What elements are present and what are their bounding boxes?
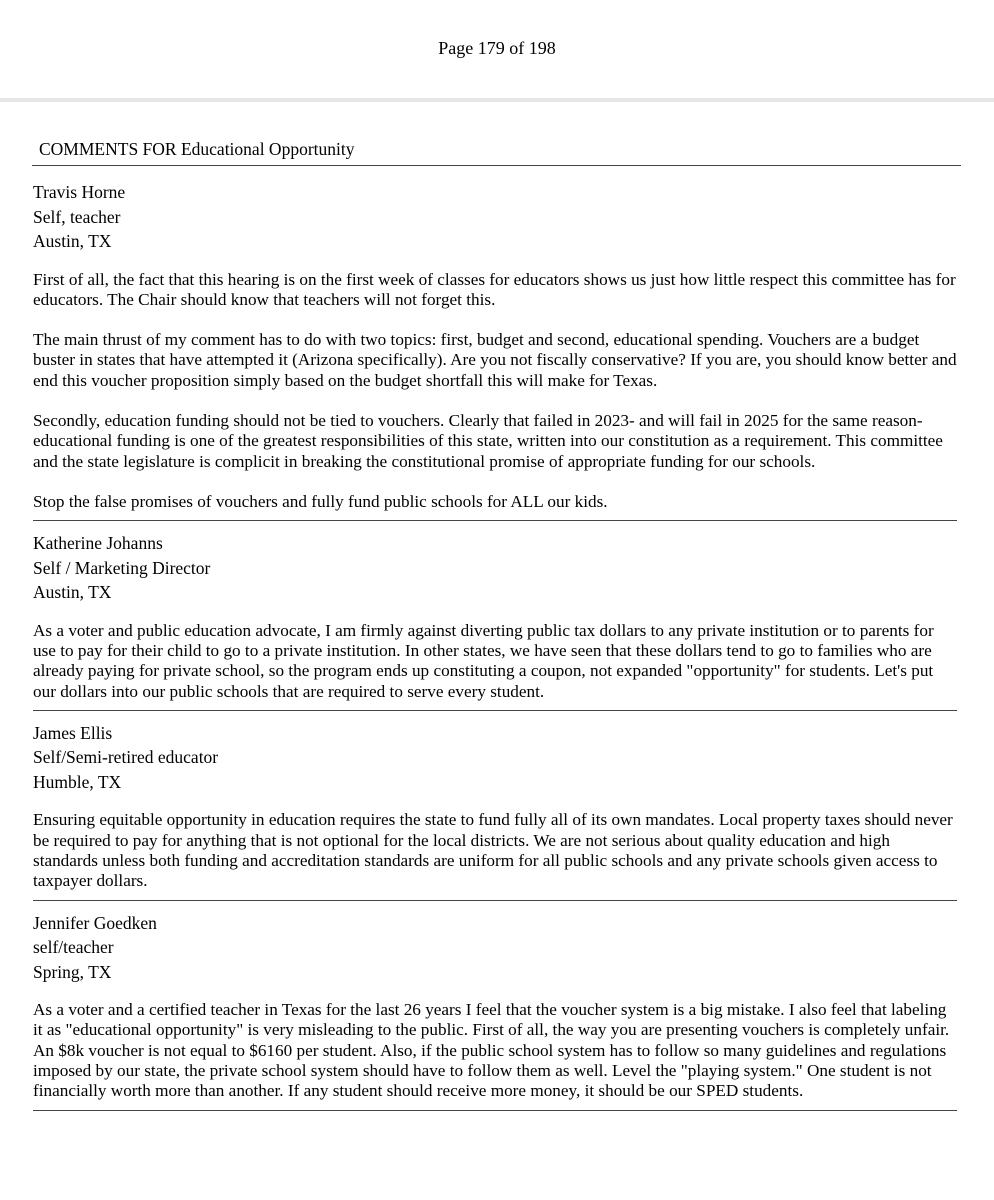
page-number: Page 179 of 198 bbox=[438, 38, 556, 58]
comment-paragraph: The main thrust of my comment has to do with two topics: first, budget and second, educational spending. Vouchers are a budget buster in states that have attempted it (Arizona specifically). Are you not fiscally conservative? If you are, you should know better and end this voucher proposition simply based on the budget shortfall this will make for Texas. bbox=[33, 330, 957, 390]
commenter-name: James Ellis bbox=[33, 722, 113, 743]
comment-entry bbox=[33, 521, 957, 711]
commenter-affiliation: Self, teacher bbox=[33, 206, 121, 227]
comment-entry bbox=[33, 711, 957, 901]
commenter-location: Austin, TX bbox=[33, 231, 112, 251]
commenter-location: Austin, TX bbox=[33, 582, 112, 603]
comments-list bbox=[33, 180, 963, 1111]
comment-paragraph: Stop the false promises of vouchers and fully fund public schools for ALL our kids. bbox=[33, 491, 608, 511]
commenter-location: Spring, TX bbox=[33, 961, 112, 982]
comment-paragraph: As a voter and a certified teacher in Texas for the last 26 years I feel that the voucher system is a big mistake. I also feel that labeling it as "educational opportunity" is very misleading to the public. First of all, the way you are presenting vouchers is completely unfair. An $8k voucher is not equal to $6160 per student. Also, if the public school system has to follow so many guidelines and regulations imposed by our state, the private school system should have to follow them as well. Level the "playing system." One student is not financially worth more than another. If any student should receive more money, it should be our SPED students. bbox=[33, 1000, 950, 1101]
commenter-name: Jennifer Goedken bbox=[33, 912, 157, 933]
section-title-rule bbox=[32, 165, 961, 166]
commenter-affiliation: Self/Semi-retired educator bbox=[33, 747, 219, 768]
commenter-location: Humble, TX bbox=[33, 771, 122, 792]
commenter-info bbox=[33, 911, 957, 985]
comment-body bbox=[33, 621, 957, 702]
comment-body bbox=[33, 270, 957, 513]
commenter-name: Katherine Johanns bbox=[33, 533, 163, 554]
comment-entry bbox=[33, 180, 957, 521]
comment-paragraph: First of all, the fact that this hearing is on the first week of classes for educators shows us just how little respect this committee has for educators. The Chair should know that teachers will not forget this. bbox=[33, 269, 956, 309]
commenter-info bbox=[33, 180, 957, 254]
comment-paragraph: As a voter and public education advocate, I am firmly against diverting public tax dollars to any private institution or to parents for use to pay for their child to go to a private institution. In other states, we have seen that these dollars tend to go to families who are already paying for private school, so the program ends up constituting a coupon, not expanded "opportunity" for students. Let's put our dollars into our public schools that are required to serve every student. bbox=[33, 620, 934, 701]
comment-entry bbox=[33, 901, 957, 1111]
commenter-affiliation: self/teacher bbox=[33, 937, 114, 958]
commenter-info bbox=[33, 531, 957, 605]
commenter-affiliation: Self / Marketing Director bbox=[33, 557, 211, 578]
comment-body bbox=[33, 810, 957, 891]
comment-paragraph: Secondly, education funding should not be tied to vouchers. Clearly that failed in 2023- and will fail in 2025 for the same reason- educational funding is one of the greatest responsibilities of this state, written into our constitution as a requirement. This committee and the state legislature is complicit in breaking the constitutional promise of appropriate funding for our schools. bbox=[33, 410, 943, 471]
comment-paragraph: Ensuring equitable opportunity in education requires the state to fund fully all of its own mandates. Local property taxes should never be required to pay for anything that is not optional for the local districts. We are not serious about quality education and high standards unless both funding and accreditation standards are uniform for all public schools and any private schools given access to taxpayer dollars. bbox=[33, 810, 953, 891]
commenter-name: Travis Horne bbox=[33, 182, 126, 202]
page-header bbox=[0, 0, 994, 102]
commenter-info bbox=[33, 721, 957, 795]
section-title: COMMENTS FOR Educational Opportunity bbox=[39, 139, 355, 159]
comment-body bbox=[33, 1000, 957, 1101]
